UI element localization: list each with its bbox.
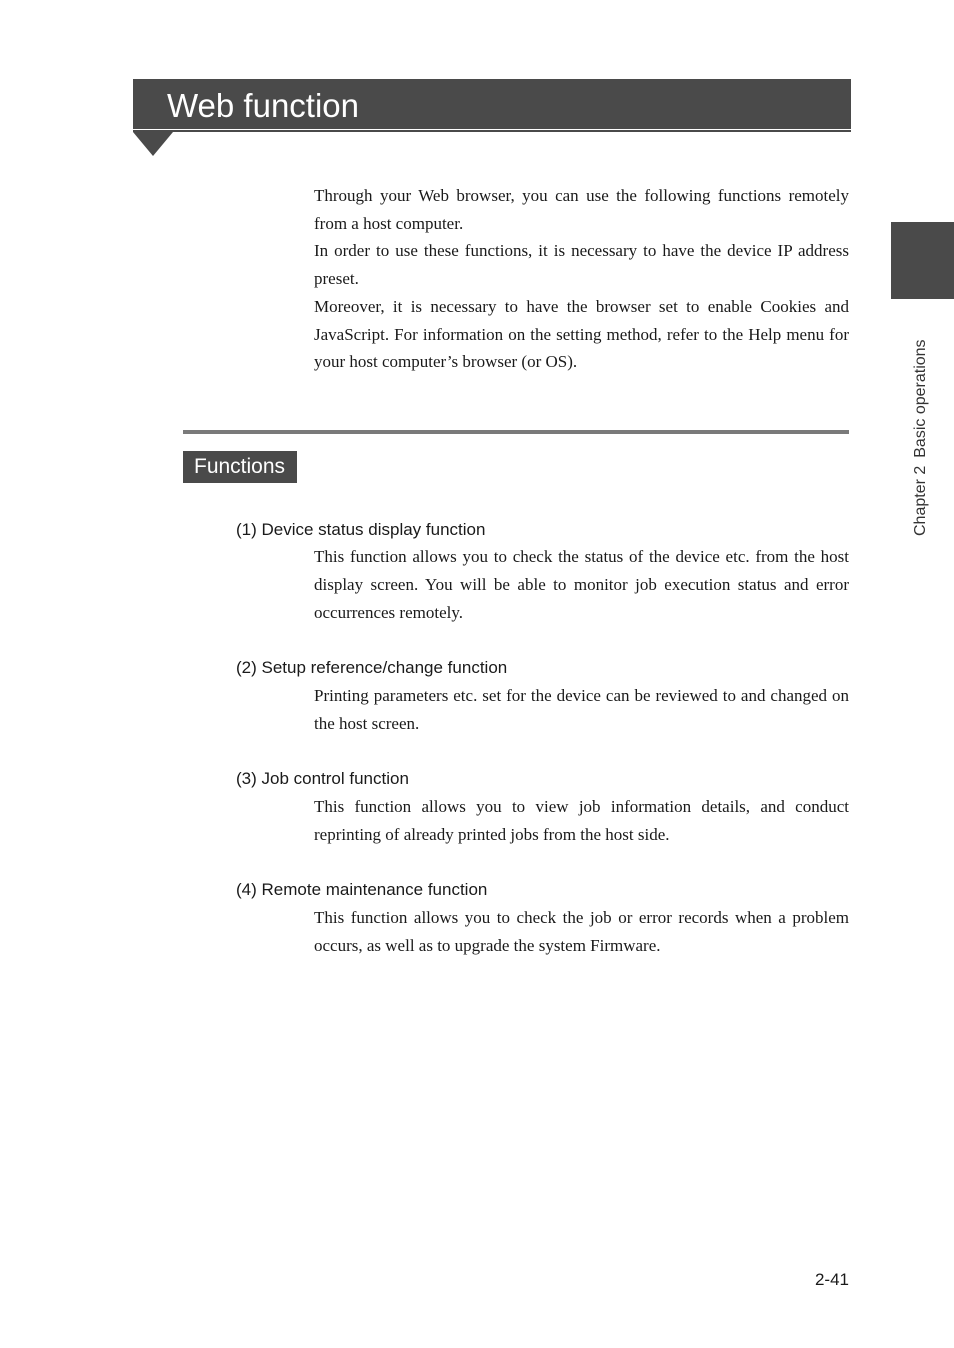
page-title-bar <box>133 79 851 129</box>
function-heading-remote-maintenance: (4) Remote maintenance function <box>236 880 488 899</box>
function-heading-setup-reference: (2) Setup reference/change function <box>236 658 508 677</box>
section-divider <box>183 430 849 434</box>
chapter-number: Chapter 2 <box>912 465 929 536</box>
function-description-device-status: This function allows you to check the status of the device etc. from the host display screen. You will be able to monitor job execution status and error occurrences remotely. <box>314 547 849 622</box>
section-heading: Functions <box>183 451 297 483</box>
function-description-setup-reference: Printing parameters etc. set for the device can be reviewed to and changed on the host screen. <box>314 686 849 733</box>
title-pointer-triangle <box>133 132 173 156</box>
chapter-tab <box>891 222 954 299</box>
function-heading-device-status: (1) Device status display function <box>236 520 486 539</box>
page-title: Web function <box>167 87 360 124</box>
chapter-side-label <box>912 339 930 536</box>
title-underline <box>133 130 851 132</box>
function-description-job-control: This function allows you to view job information details, and conduct reprinting of already printed jobs from the host side. <box>314 797 849 844</box>
function-heading-job-control: (3) Job control function <box>236 769 409 788</box>
function-description-remote-maintenance: This function allows you to check the job or error records when a problem occurs, as well as to upgrade the system Firmware. <box>314 908 849 955</box>
page-number: 2-41 <box>814 1270 849 1289</box>
chapter-title: Basic operations <box>912 339 929 458</box>
intro-paragraph: Moreover, it is necessary to have the browser set to enable Cookies and JavaScript. For information on the setting method, refer to the Help menu for your host computer’s browser (or OS). <box>314 296 849 372</box>
intro-text <box>314 182 849 376</box>
intro-paragraph: Through your Web browser, you can use the following functions remotely from a host computer. <box>314 186 849 233</box>
intro-paragraph: In order to use these functions, it is necessary to have the device IP address preset. <box>314 241 849 289</box>
